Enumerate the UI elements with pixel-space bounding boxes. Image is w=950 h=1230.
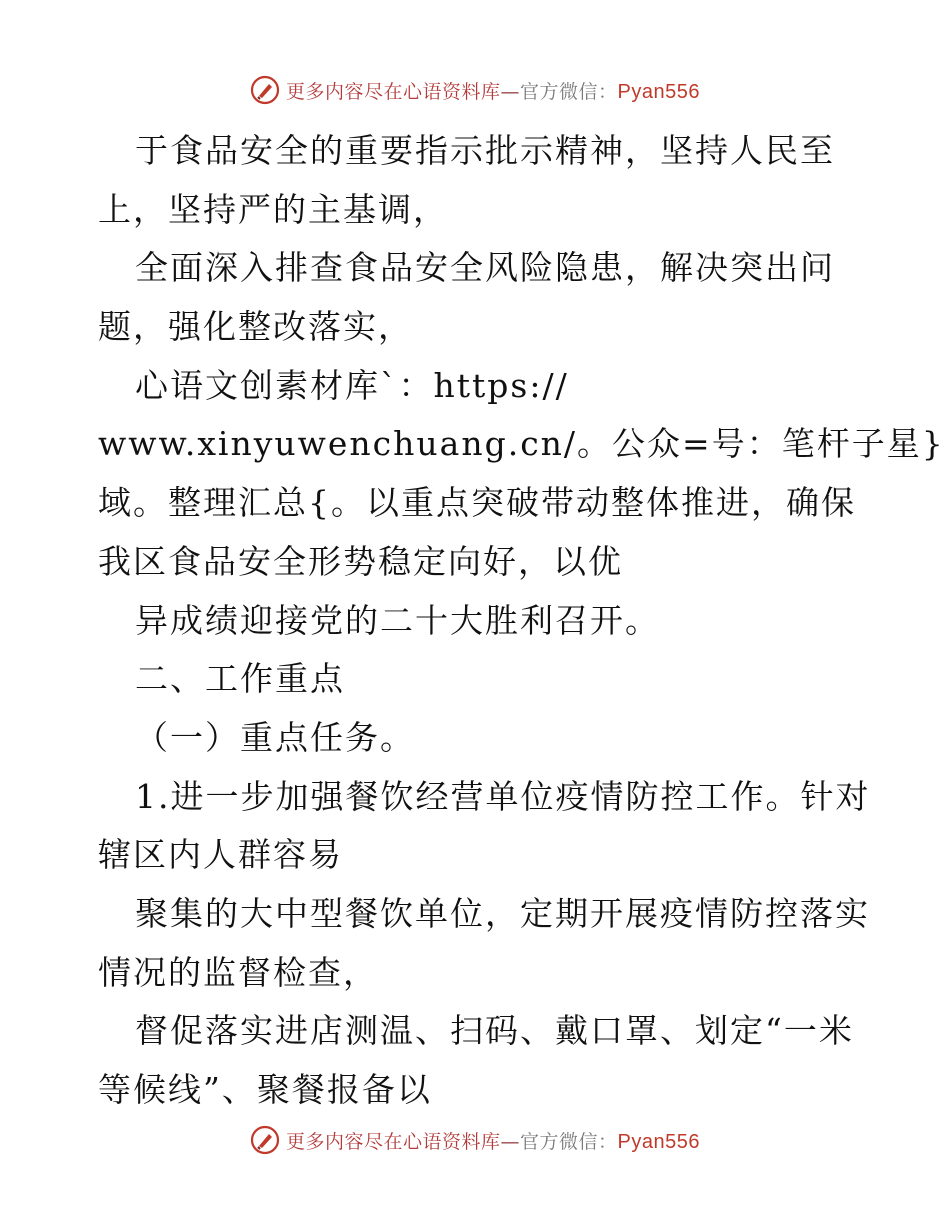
watermark-text: 更多内容尽在心语资料库—官方微信：Pyan556 [286, 80, 700, 103]
text-line: 督促落实进店测温、扫码、戴口罩、划定“一米 [135, 1011, 854, 1051]
subsection-heading: （一）重点任务。 [135, 717, 415, 757]
text-line: 聚集的大中型餐饮单位，定期开展疫情防控落实 [135, 893, 870, 933]
text-line: www.xinyuwenchuang.cn/。公众=号：笔杆子星} [98, 424, 945, 464]
text-line: 等候线”、聚餐报备以 [98, 1070, 432, 1109]
wechat-id: Pyan556 [617, 80, 700, 103]
text-line: 题，强化整改落实， [98, 307, 413, 347]
footer-watermark [0, 1118, 950, 1162]
text-line: 异成绩迎接党的二十大胜利召开。 [135, 600, 660, 640]
pen-logo-icon [250, 1125, 280, 1155]
text-line: 辖区内人群容易 [98, 835, 343, 875]
text-line: 域。整理汇总{。以重点突破带动整体推进，确保 [98, 483, 856, 523]
document-body [98, 122, 945, 1120]
pen-logo-icon [250, 75, 280, 105]
text-line: 心语文创素材库`：https:// [135, 365, 569, 405]
text-line: 于食品安全的重要指示批示精神，坚持人民至 [135, 131, 835, 170]
section-heading: 二、工作重点 [135, 659, 345, 699]
text-line: 上，坚持严的主基调， [98, 189, 448, 229]
text-line: 1.进一步加强餐饮经营单位疫情防控工作。针对 [135, 776, 871, 816]
text-line: 情况的监督检查， [98, 952, 378, 992]
text-line: 全面深入排查食品安全风险隐患，解决突出问 [135, 248, 835, 288]
header-watermark [0, 68, 950, 112]
wechat-id: Pyan556 [617, 1130, 700, 1153]
watermark-text: 更多内容尽在心语资料库—官方微信：Pyan556 [286, 1130, 700, 1153]
text-line: 我区食品安全形势稳定向好，以优 [98, 541, 623, 581]
